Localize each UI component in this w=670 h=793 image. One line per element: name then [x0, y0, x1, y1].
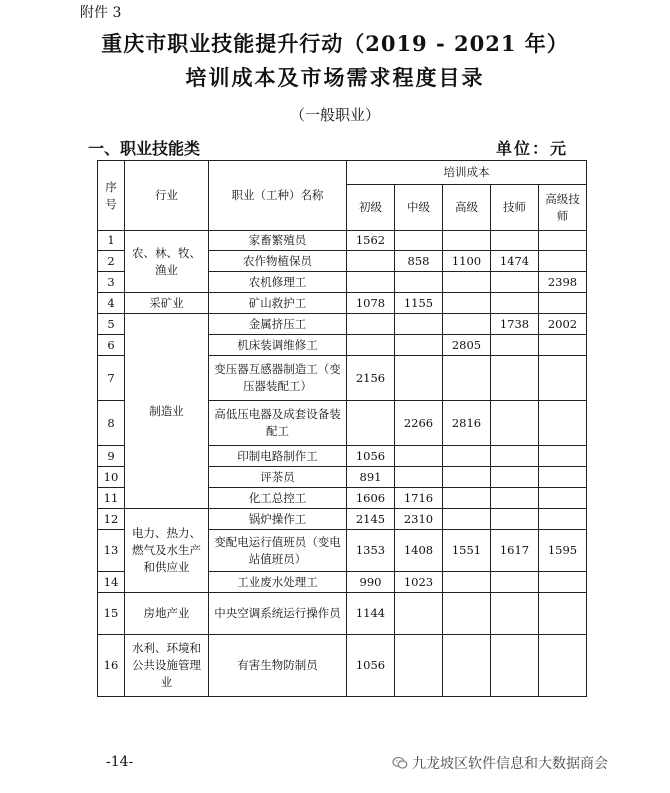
row-cost: 1606 [347, 488, 395, 509]
page-number: -14- [106, 754, 134, 770]
industry-water: 水利、环境和公共设施管理业 [125, 635, 209, 697]
row-cost [491, 293, 539, 314]
row-cost: 1100 [443, 251, 491, 272]
row-cost: 1056 [347, 446, 395, 467]
row-cost: 1408 [395, 530, 443, 572]
row-cost [395, 467, 443, 488]
row-cost: 990 [347, 572, 395, 593]
watermark-text: 九龙坡区软件信息和大数据商会 [412, 756, 608, 772]
row-cost [491, 593, 539, 635]
row-cost [443, 593, 491, 635]
row-cost [539, 509, 587, 530]
row-cost: 2398 [539, 272, 587, 293]
row-cost [491, 635, 539, 697]
row-cost [539, 446, 587, 467]
row-occupation: 变压器互感器制造工（变压器装配工） [209, 356, 347, 401]
row-occupation: 金属挤压工 [209, 314, 347, 335]
row-cost: 1144 [347, 593, 395, 635]
cost-table [97, 160, 587, 697]
row-cost [347, 335, 395, 356]
row-seq: 1 [98, 231, 125, 251]
row-cost [539, 593, 587, 635]
watermark [392, 753, 608, 773]
row-cost [539, 572, 587, 593]
row-seq: 6 [98, 335, 125, 356]
industry-agri: 农、林、牧、渔业 [125, 231, 209, 293]
row-cost [443, 572, 491, 593]
row-cost [491, 509, 539, 530]
row-seq: 13 [98, 530, 125, 572]
row-cost [491, 401, 539, 446]
row-cost [443, 356, 491, 401]
row-cost: 1716 [395, 488, 443, 509]
row-cost [491, 446, 539, 467]
row-cost [395, 446, 443, 467]
row-cost: 1353 [347, 530, 395, 572]
section-heading: 一、职业技能类 [88, 139, 201, 158]
row-cost [539, 231, 587, 251]
header-seq: 序号 [98, 161, 125, 231]
row-occupation: 工业废水处理工 [209, 572, 347, 593]
row-seq: 14 [98, 572, 125, 593]
row-cost [347, 401, 395, 446]
row-cost [539, 635, 587, 697]
row-cost [395, 272, 443, 293]
row-seq: 12 [98, 509, 125, 530]
row-cost: 2816 [443, 401, 491, 446]
industry-mining: 采矿业 [125, 293, 209, 314]
row-cost [443, 231, 491, 251]
row-cost: 891 [347, 467, 395, 488]
row-cost: 2266 [395, 401, 443, 446]
row-occupation: 化工总控工 [209, 488, 347, 509]
row-cost: 1562 [347, 231, 395, 251]
industry-manufacturing: 制造业 [125, 314, 209, 509]
industry-realestate: 房地产业 [125, 593, 209, 635]
header-level: 技师 [491, 185, 539, 231]
row-cost [491, 488, 539, 509]
row-cost [539, 401, 587, 446]
row-cost [539, 356, 587, 401]
row-cost [443, 272, 491, 293]
row-cost: 1595 [539, 530, 587, 572]
row-cost [539, 488, 587, 509]
row-occupation: 农机修理工 [209, 272, 347, 293]
document-subtitle: （一般职业） [289, 106, 380, 124]
row-seq: 10 [98, 467, 125, 488]
row-cost [491, 272, 539, 293]
row-occupation: 农作物植保员 [209, 251, 347, 272]
row-cost: 2145 [347, 509, 395, 530]
row-cost [395, 335, 443, 356]
row-cost [443, 635, 491, 697]
row-cost [539, 467, 587, 488]
row-occupation: 变配电运行值班员（变电站值班员） [209, 530, 347, 572]
row-cost: 1617 [491, 530, 539, 572]
row-cost [491, 335, 539, 356]
row-cost [395, 231, 443, 251]
row-cost: 1078 [347, 293, 395, 314]
row-cost: 2805 [443, 335, 491, 356]
row-cost [539, 293, 587, 314]
row-seq: 3 [98, 272, 125, 293]
unit-label: 单位：元 [496, 139, 569, 158]
row-cost [347, 314, 395, 335]
row-cost [443, 509, 491, 530]
row-cost: 1551 [443, 530, 491, 572]
row-occupation: 印制电路制作工 [209, 446, 347, 467]
row-occupation: 家畜繁殖员 [209, 231, 347, 251]
wechat-icon [392, 755, 408, 771]
row-occupation: 高低压电器及成套设备装配工 [209, 401, 347, 446]
row-cost [491, 356, 539, 401]
row-seq: 16 [98, 635, 125, 697]
row-cost [539, 335, 587, 356]
document-title-line2: 培训成本及市场需求程度目录 [185, 65, 485, 90]
header-level: 高级技师 [539, 185, 587, 231]
row-cost [443, 293, 491, 314]
row-cost: 1023 [395, 572, 443, 593]
document-title: 重庆市职业技能提升行动（2019 - 2021 年） [101, 31, 569, 56]
row-seq: 8 [98, 401, 125, 446]
industry-utilities: 电力、热力、燃气及水生产和供应业 [125, 509, 209, 593]
attachment-label: 附件 3 [80, 5, 122, 21]
header-industry: 行业 [125, 161, 209, 231]
row-occupation: 有害生物防制员 [209, 635, 347, 697]
header-level: 高级 [443, 185, 491, 231]
row-cost [347, 272, 395, 293]
row-occupation: 锅炉操作工 [209, 509, 347, 530]
row-cost [395, 635, 443, 697]
row-seq: 2 [98, 251, 125, 272]
row-cost: 2002 [539, 314, 587, 335]
row-cost: 1738 [491, 314, 539, 335]
row-occupation: 矿山救护工 [209, 293, 347, 314]
row-cost [491, 467, 539, 488]
row-occupation: 中央空调系统运行操作员 [209, 593, 347, 635]
row-seq: 15 [98, 593, 125, 635]
row-cost [443, 488, 491, 509]
header-level: 中级 [395, 185, 443, 231]
row-cost: 1474 [491, 251, 539, 272]
row-cost [491, 572, 539, 593]
row-seq: 7 [98, 356, 125, 401]
row-cost [539, 251, 587, 272]
row-seq: 9 [98, 446, 125, 467]
row-cost [443, 446, 491, 467]
row-cost: 2310 [395, 509, 443, 530]
row-seq: 4 [98, 293, 125, 314]
header-cost-group: 培训成本 [347, 161, 587, 185]
row-cost: 2156 [347, 356, 395, 401]
row-cost [395, 314, 443, 335]
row-occupation: 评茶员 [209, 467, 347, 488]
row-occupation: 机床装调维修工 [209, 335, 347, 356]
row-cost [395, 356, 443, 401]
header-occupation: 职业（工种）名称 [209, 161, 347, 231]
row-cost: 858 [395, 251, 443, 272]
header-level: 初级 [347, 185, 395, 231]
row-cost [491, 231, 539, 251]
row-cost [443, 314, 491, 335]
row-cost [347, 251, 395, 272]
row-seq: 11 [98, 488, 125, 509]
row-cost: 1155 [395, 293, 443, 314]
row-cost: 1056 [347, 635, 395, 697]
row-cost [395, 593, 443, 635]
row-cost [443, 467, 491, 488]
row-seq: 5 [98, 314, 125, 335]
